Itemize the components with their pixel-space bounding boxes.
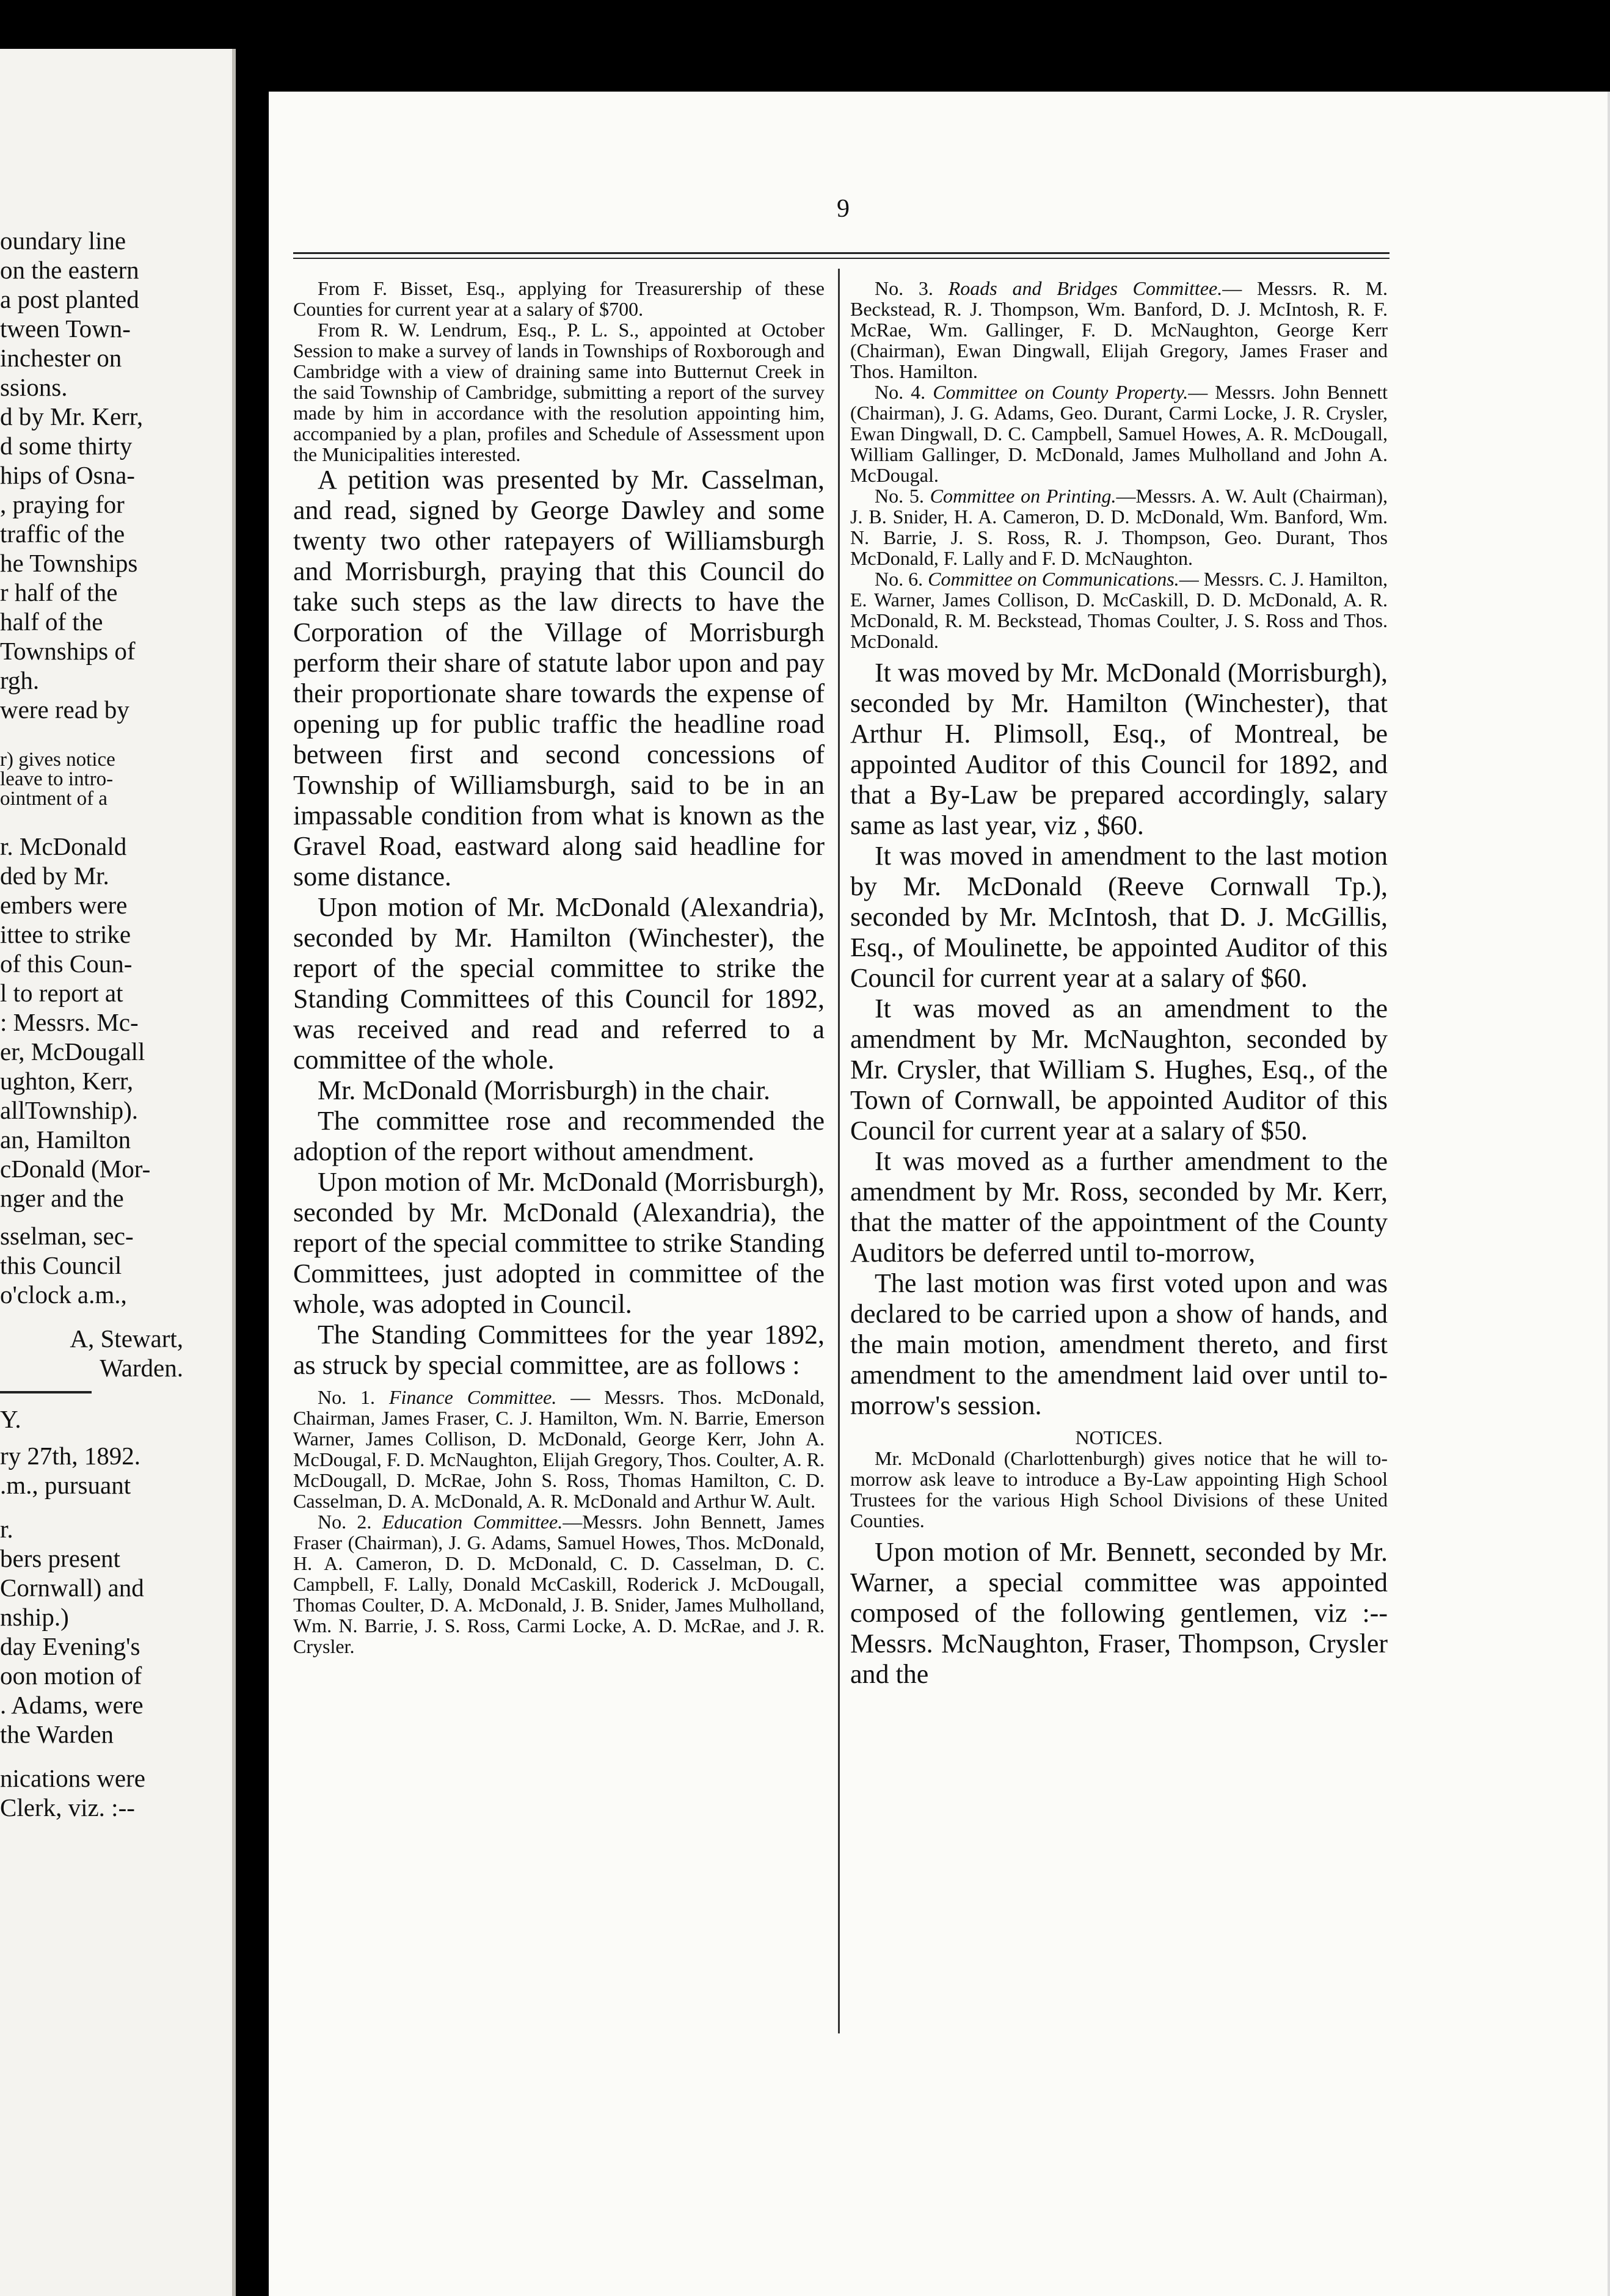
paragraph: From F. Bisset, Esq., applying for Treasurership of these Counties for current year at a salary of $700. [293, 277, 825, 320]
left-page-line: cDonald (Mor- [0, 1155, 151, 1183]
left-page-line: d some thirty [0, 432, 133, 460]
left-page-line: ittee to strike [0, 920, 131, 948]
column-right [850, 278, 1388, 1690]
left-page-line: r) gives notice [0, 749, 115, 771]
committee-number: No. 3. [875, 277, 933, 299]
left-page-line: leave to intro- [0, 768, 114, 790]
committee-members: —Messrs. John Bennett, James Fraser (Chairman), J. G. Adams, Samuel Howes, Thos. McDonald, H. A. Cameron, D. D. McDonald, C. D. Casselman, D. C. Campbell, F. Lally, Donald McCaskill, Roderick J. McDougall, Thomas Coulter, D. A. McDonald, J. B. Snider, James Mulholland, Wm. N. Barrie, J. S. Ross, Carmi Locke, A. D. McRae, and J. R. Crysler. [293, 1511, 825, 1657]
committee-members: — Messrs. R. M. Beckstead, R. J. Thompson, Wm. Banford, D. J. McIntosh, R. F. McRae, Wm. Gallinger, F. D. McNaughton, George Kerr (Chairman), Ewan Dingwall, Elijah Gregory, James Fraser and Thos. Hamilton. [850, 277, 1388, 382]
left-page-line: inchester on [0, 344, 122, 372]
paragraph: It was moved by Mr. McDonald (Morrisburgh), seconded by Mr. Hamilton (Winchester), that Arthur H. Plimsoll, Esq., of Montreal, be appointed Auditor of this Council for 1892, and that a By-Law be prepared accordingly, salary same as last year, viz , $60. [850, 658, 1388, 840]
left-page-line: d by Mr. Kerr, [0, 402, 144, 431]
left-page-line: the Warden [0, 1720, 114, 1748]
left-page-line: Townships of [0, 637, 136, 665]
left-page-line: oon motion of [0, 1662, 142, 1690]
left-page-line: r. McDonald [0, 832, 127, 860]
notices-heading: NOTICES. [1075, 1426, 1163, 1448]
left-page-line: .m., pursuant [0, 1471, 131, 1499]
paragraph: A petition was presented by Mr. Casselman, and read, signed by George Dawley and some twenty two other ratepayers of Williamsburgh and Morrisburgh, praying that this Council do take such steps as the law directs to have the Corporation of the Village of Morrisburgh perform their share of statute labor upon and pay their proportionate share towards the expense of opening up for public traffic the headline road between first and second concessions of Township of Williamsburgh, said to be in an impassable condition from what is known as the Gravel Road, eastward along said headline for some distance. [293, 465, 825, 892]
committee-title: Committee on Communications. [928, 568, 1179, 590]
left-page-line: Y. [0, 1405, 21, 1433]
left-page-line: tween Town- [0, 314, 131, 343]
paragraph: It was moved as an amendment to the amendment by Mr. McNaughton, seconded by Mr. Crysler, that William S. Hughes, Esq., of the Town of Cornwall, be appointed Auditor of this Council for current year at a salary of $50. [850, 994, 1388, 1146]
left-page-line: sselman, sec- [0, 1222, 134, 1250]
left-page-line: nications were [0, 1764, 145, 1792]
left-page-line: embers were [0, 891, 128, 919]
committee-entry [293, 1387, 825, 1511]
left-page-line: of this Coun- [0, 950, 133, 978]
left-page-line: l to report at [0, 979, 123, 1007]
left-page-line: Warden. [100, 1354, 183, 1382]
left-page-line: day Evening's [0, 1632, 140, 1660]
left-page-line: Cornwall) and [0, 1574, 144, 1602]
left-page-line: ughton, Kerr, [0, 1067, 134, 1095]
section-rule [0, 1391, 92, 1393]
left-page-line: A, Stewart, [70, 1324, 183, 1353]
paragraph: It was moved as a further amendment to the amendment by Mr. Ross, seconded by Mr. Kerr, that the matter of the appointment of the County Auditors be deferred until to-morrow, [850, 1146, 1388, 1268]
left-page-line: an, Hamilton [0, 1125, 131, 1153]
left-page-line: on the eastern [0, 256, 139, 284]
committee-entry [850, 278, 1388, 382]
committee-title: Education Committee. [382, 1511, 563, 1533]
paragraph: Upon motion of Mr. Bennett, seconded by Mr. Warner, a special committee was appointed composed of the following gentlemen, viz :--Messrs. McNaughton, Fraser, Thompson, Crysler and the [850, 1537, 1388, 1689]
committee-number: No. 5. [875, 485, 924, 507]
paragraph: The Standing Committees for the year 1892, as struck by special committee, are as follows : [293, 1320, 825, 1380]
left-page-line: allTownship). [0, 1096, 139, 1124]
paragraph: Mr. McDonald (Morrisburgh) in the chair. [318, 1075, 770, 1105]
left-page-line: oundary line [0, 227, 126, 255]
committee-members: — Messrs. John Bennett (Chairman), J. G. Adams, Geo. Durant, Carmi Locke, J. R. Crysler, Ewan Dingwall, D. C. Campbell, Samuel Howes, A. R. McDougall, William Gallinger, D. McDonald, James Mulholland and John A. McDougal. [850, 381, 1388, 486]
committee-number: No. 4. [875, 381, 926, 403]
left-page-line: traffic of the [0, 520, 125, 548]
notice: Mr. McDonald (Charlottenburgh) gives notice that he will to-morrow ask leave to introduce a By-Law appointing High School Trustees for the various High School Divisions of these United Counties. [850, 1447, 1388, 1531]
left-page-line: he Townships [0, 549, 138, 577]
left-page-line: a post planted [0, 285, 139, 313]
committee-members: — Messrs. Thos. McDonald, Chairman, James Fraser, C. J. Hamilton, Wm. N. Barrie, Emerson Warner, James Collison, D. McDonald, George Kerr, John A. McDougal, F. D. McNaughton, Elijah Gregory, Thos. Coulter, A. R. McDougall, D. McRae, John S. Ross, Thomas Hamilton, C. D. Casselman, D. A. McDonald, A. R. McDonald and Arthur W. Ault. [293, 1386, 825, 1512]
left-page-line: o'clock a.m., [0, 1281, 127, 1309]
left-page-line: nship.) [0, 1603, 69, 1631]
left-page-line: half of the [0, 608, 103, 636]
left-page-line: er, McDougall [0, 1037, 145, 1066]
header-rule [293, 252, 1390, 259]
left-page-line: rgh. [0, 666, 40, 694]
left-page-fragment [0, 49, 236, 2296]
committee-entry [850, 382, 1388, 485]
committee-number: No. 2. [318, 1511, 372, 1533]
left-page-line: hips of Osna- [0, 461, 135, 489]
left-page-line: r. [0, 1515, 13, 1543]
committee-title: Committee on County Property. [933, 381, 1189, 403]
committee-number: No. 6. [875, 568, 923, 590]
committee-title: Roads and Bridges Committee. [948, 277, 1223, 299]
left-page-line: , praying for [0, 490, 125, 518]
left-page-line: were read by [0, 696, 129, 724]
left-page-line: . Adams, were [0, 1691, 144, 1719]
committee-members: —Messrs. A. W. Ault (Chairman), J. B. Snider, H. A. Cameron, D. D. McDonald, Wm. Banford, Wm. N. Barrie, J. S. Ross, R. J. Thompson, Geo. Durant, Thos McDonald, F. Lally and F. D. McNaughton. [850, 485, 1388, 569]
committee-entry [850, 569, 1388, 652]
left-page-line: nger and the [0, 1184, 124, 1212]
committee-members: — Messrs. C. J. Hamilton, E. Warner, James Collison, D. McCaskill, D. D. McDonald, A. R. McDonald, R. M. Beckstead, Thomas Coulter, J. S. Ross and Thos. McDonald. [850, 568, 1388, 652]
paragraph: It was moved in amendment to the last motion by Mr. McDonald (Reeve Cornwall Tp.), seconded by Mr. McIntosh, that D. J. McGillis, Esq., of Moulinette, be appointed Auditor of this Council for current year at a salary of $60. [850, 841, 1388, 993]
paragraph: From R. W. Lendrum, Esq., P. L. S., appointed at October Session to make a survey of lands in Townships of Roxborough and Cambridge with a view of draining same into Butternut Creek in the said Township of Cambridge, submitting a report of the survey made by him in accordance with the resolution appointing him, accompanied by a plan, profiles and Schedule of Assessment upon the Municipalities interested. [293, 319, 825, 465]
committee-number: No. 1. [318, 1386, 376, 1408]
left-page-line: this Council [0, 1251, 122, 1279]
column-left [293, 278, 825, 1657]
column-separator [838, 269, 840, 2033]
paragraph: Upon motion of Mr. McDonald (Morrisburgh), seconded by Mr. McDonald (Alexandria), the report of the special committee to strike Standing Committees, just adopted in committee of the whole, was adopted in Council. [293, 1167, 825, 1319]
left-page-line: bers present [0, 1544, 120, 1572]
left-page-line: Clerk, viz. :-- [0, 1793, 135, 1822]
page-number: 9 [837, 195, 850, 223]
committee-title: Finance Committee. [388, 1386, 557, 1408]
left-page-line: ssions. [0, 373, 68, 401]
left-page-line: ointment of a [0, 788, 107, 810]
committee-entry [293, 1511, 825, 1657]
paragraph: Upon motion of Mr. McDonald (Alexandria), seconded by Mr. Hamilton (Winchester), the report of the special committee to strike the Standing Committees of this Council for 1892, was received and read and referred to a committee of the whole. [293, 892, 825, 1075]
left-page-line: : Messrs. Mc- [0, 1008, 139, 1036]
paragraph: The committee rose and recommended the adoption of the report without amendment. [293, 1106, 825, 1166]
committee-title: Committee on Printing. [930, 485, 1116, 507]
left-page-line: ry 27th, 1892. [0, 1442, 141, 1470]
paragraph: The last motion was first voted upon and was declared to be carried upon a show of hands, and the main motion, amendment thereto, and first amendment to the amendment laid over until to-morrow's session. [850, 1268, 1388, 1420]
committee-entry [850, 485, 1388, 569]
left-page-line: r half of the [0, 578, 118, 606]
left-page-line: ded by Mr. [0, 862, 109, 890]
